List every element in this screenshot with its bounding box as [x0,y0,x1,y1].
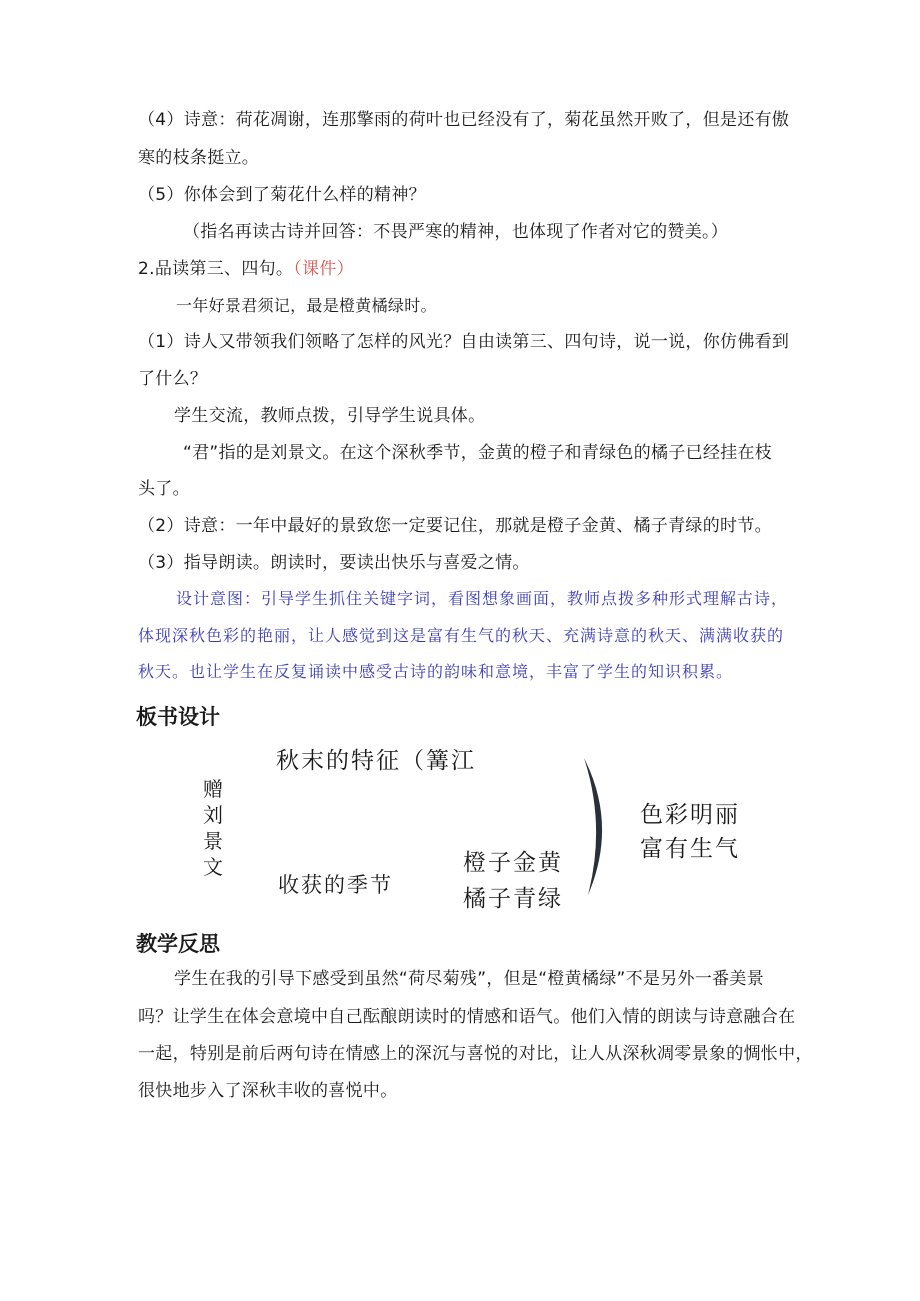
board-orange: 橙子金黄 [463,850,563,876]
point-4-line-1: （4）诗意：荷花凋谢，连那擎雨的荷叶也已经没有了，菊花虽然开败了，但是还有傲 [138,110,790,130]
board-top-phrase: 秋末的特征（篝江 [276,748,476,774]
design-intent-line-3: 秋天。也让学生在反复诵读中感受古诗的韵味和意境，丰富了学生的知识积累。 [138,662,734,681]
board-bottom-phrase: 收获的季节 [278,873,393,897]
poem-line: 一年好景君须记，最是橙黄橘绿时。 [176,296,437,315]
question-3: （3）指导朗读。朗读时，要读出快乐与喜爱之情。 [138,553,530,573]
board-title-char: 景 [203,829,223,853]
courseware-tag: （课件） [293,259,354,279]
board-design-heading: 板书设计 [136,705,220,729]
point-5-question: （5）你体会到了菊花什么样的精神？ [138,185,426,205]
section-2-heading [138,258,354,280]
point-5-answer: （指名再读古诗并回答：不畏严寒的精神，也体现了作者对它的赞美。） [183,222,729,242]
section-2-title: 2.品读第三、四句。 [138,259,294,279]
teaching-reflection-heading: 教学反思 [136,932,220,956]
board-title-char: 文 [203,855,223,879]
jun-explanation-line-2: 头了。 [138,479,190,499]
brace-stroke [584,758,602,895]
question-1-line-1: （1）诗人又带领我们领略了怎样的风光？自由读第三、四句诗，说一说，你仿佛看到 [138,332,790,352]
student-exchange: 学生交流，教师点拨，引导学生说具体。 [174,406,486,426]
question-1-line-2: 了什么？ [138,369,208,389]
board-title-vertical [202,776,224,880]
design-intent-line-2: 体现深秋色彩的艳丽，让人感觉到这是富有生气的秋天、充满诗意的秋天、满满收获的 [138,626,785,645]
question-2: （2）诗意：一年中最好的景致您一定要记住，那就是橙子金黄、橘子青绿的时节。 [138,516,772,536]
reflection-line-2: 吗？让学生在体会意境中自己酝酿朗读时的情感和语气。他们入情的朗读与诗意融合在 [138,1007,796,1027]
reflection-line-1: 学生在我的引导下感受到虽然“荷尽菊残”，但是“橙黄橘绿”不是另外一番美景 [174,969,765,989]
board-title-char: 刘 [203,803,223,827]
reflection-line-4: 很快地步入了深秋丰收的喜悦中。 [138,1081,398,1101]
board-title-char: 赠 [203,777,223,801]
board-right-line-1: 色彩明丽 [640,802,740,828]
design-intent-line-1: 设计意图：引导学生抓住关键字词，看图想象画面，教师点拨多种形式理解古诗， [176,589,789,608]
point-4-line-2: 寒的枝条挺立。 [138,148,260,168]
board-tangerine: 橘子青绿 [463,886,563,912]
jun-explanation-line-1: “君”指的是刘景文。在这个深秋季节，金黄的橙子和青绿色的橘子已经挂在枝 [183,443,773,463]
board-brace [578,750,618,900]
board-right-line-2: 富有生气 [640,836,740,862]
reflection-line-3: 一起，特别是前后两句诗在情感上的深沉与喜悦的对比，让人从深秋凋零景象的惆怅中， [138,1044,813,1064]
